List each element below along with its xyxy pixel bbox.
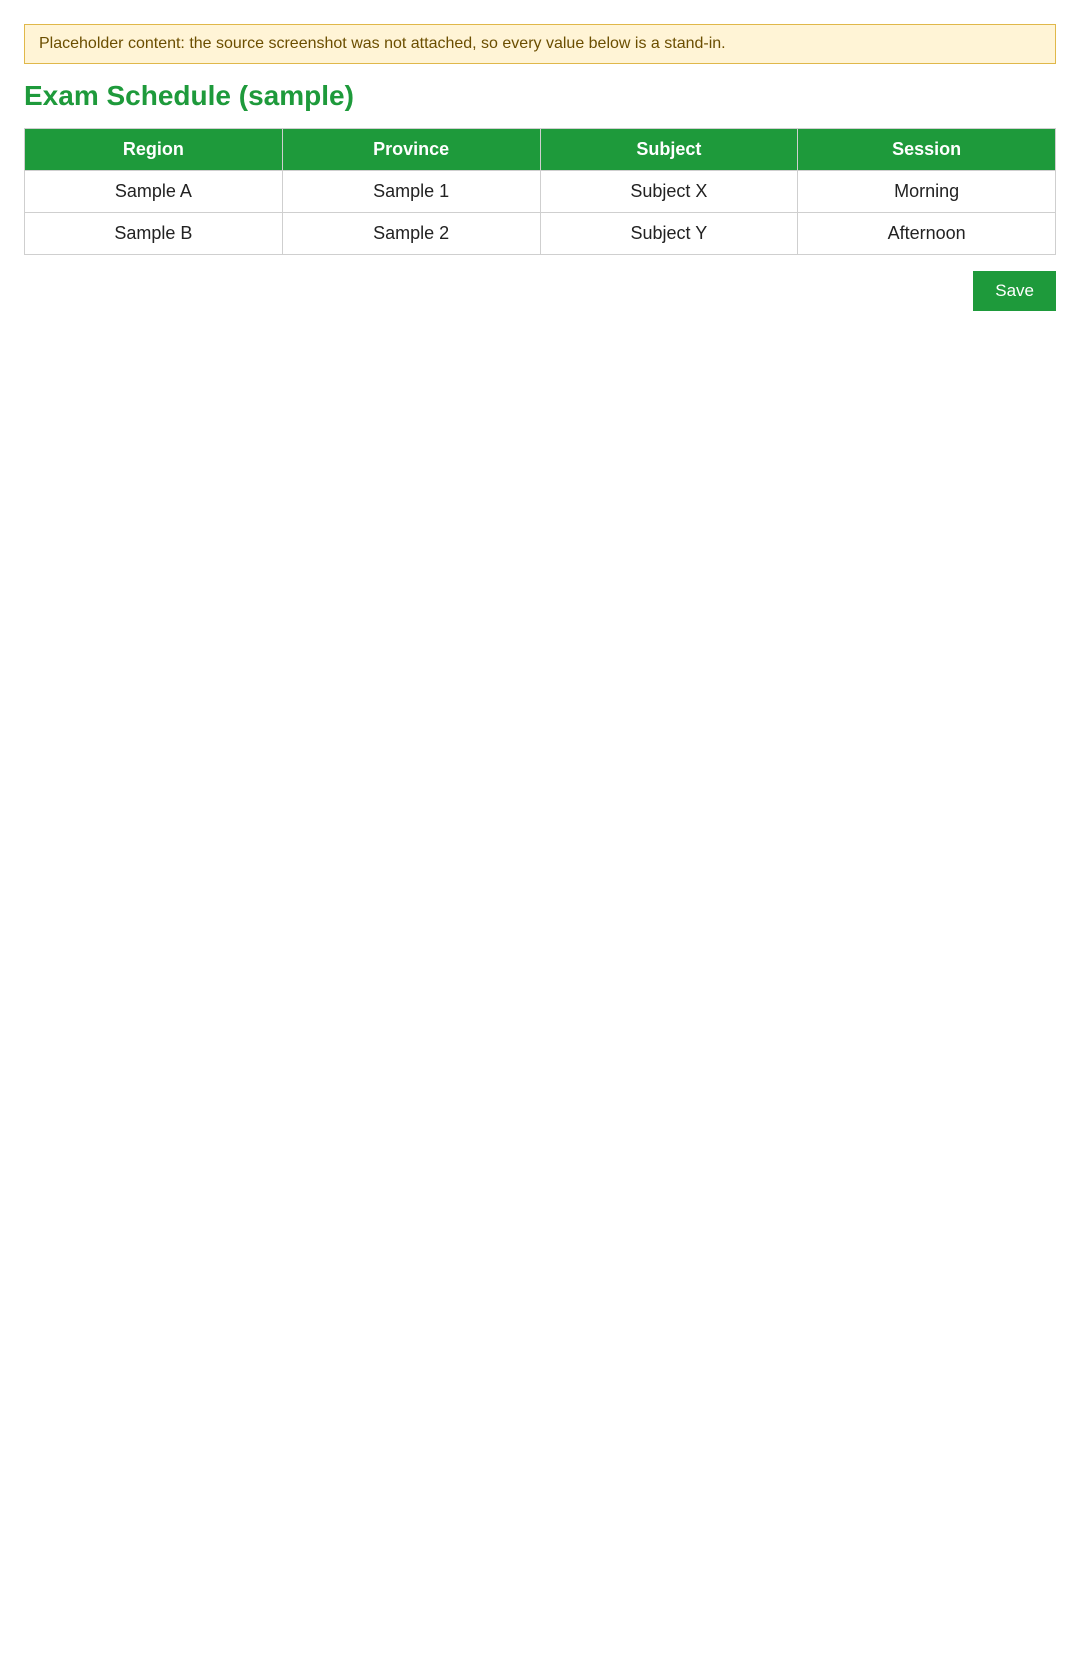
table-cell: Sample 1 [282,171,540,213]
column-header: Session [798,129,1056,171]
save-button[interactable]: Save [973,271,1056,311]
table-cell: Sample 2 [282,213,540,255]
table-cell: Subject Y [540,213,798,255]
column-header: Province [282,129,540,171]
table-cell: Sample B [25,213,283,255]
table-cell: Subject X [540,171,798,213]
column-header: Subject [540,129,798,171]
page-title: Exam Schedule (sample) [24,80,354,111]
table-row [25,171,1056,213]
placeholder-notice: Placeholder content: the source screenshot was not attached, so every value below is a stand-in. [24,24,1056,64]
table-row [25,213,1056,255]
toolbar [24,271,1056,311]
table-cell: Sample A [25,171,283,213]
table-header-row [25,129,1056,171]
schedule-table [24,128,1056,255]
table-cell: Afternoon [798,213,1056,255]
column-header: Region [25,129,283,171]
table-cell: Morning [798,171,1056,213]
